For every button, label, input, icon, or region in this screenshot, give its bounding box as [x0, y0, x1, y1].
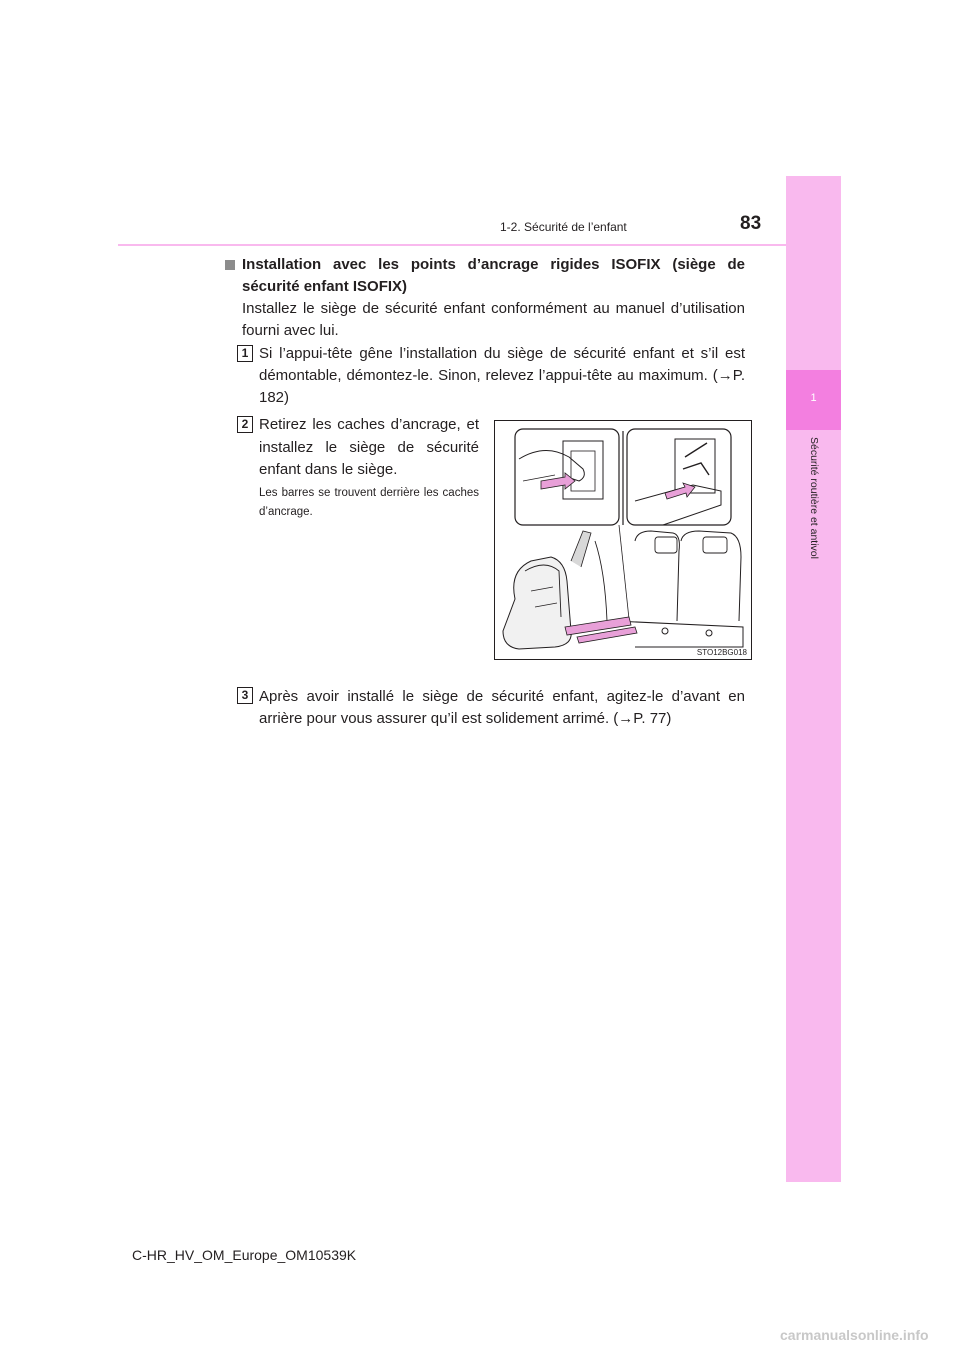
- section-heading: Installation avec les points d’ancrage rigides ISOFIX (siège de sécurité enfant ISOFIX): [242, 256, 745, 295]
- isofix-illustration: [494, 420, 752, 660]
- isofix-illustration-drawing: [495, 421, 751, 659]
- section-title: 1-2. Sécurité de l’enfant: [500, 220, 627, 234]
- side-tab: [786, 176, 841, 1182]
- page-number: 83: [740, 213, 762, 234]
- step-3-text: Après avoir installé le siège de sécurité enfant, agitez-le d’avant en arrière pour vous assurer qu’il est solidement arrimé. (→P. 77): [259, 688, 745, 727]
- step-1-badge: 1: [237, 345, 253, 362]
- step-2-note: Les barres se trouvent derrière les caches d’ancrage.: [259, 487, 479, 518]
- step-2-text: Retirez les caches d’ancrage, et installez le siège de sécurité enfant dans le siège.: [259, 416, 479, 478]
- document-id: C-HR_HV_OM_Europe_OM10539K: [132, 1247, 357, 1263]
- heading-bullet-icon: [225, 260, 235, 270]
- figure-code: STO12BG018: [696, 648, 747, 657]
- watermark: carmanualsonline.info: [780, 1327, 929, 1343]
- header-divider: [118, 244, 786, 246]
- chapter-number: 1: [810, 392, 817, 404]
- step-1-text: Si l’appui-tête gêne l’installation du siège de sécurité enfant et s’il est démontable, démontez-le. Sinon, relevez l’appui-tête au maximum. (→P. 182): [259, 345, 745, 406]
- step-2-badge: 2: [237, 416, 253, 433]
- intro-paragraph: Installez le siège de sécurité enfant conformément au manuel d’utilisation fourni avec lui.: [242, 300, 745, 339]
- chapter-title: Sécurité routière et antivol: [808, 437, 820, 559]
- step-3-badge: 3: [237, 687, 253, 704]
